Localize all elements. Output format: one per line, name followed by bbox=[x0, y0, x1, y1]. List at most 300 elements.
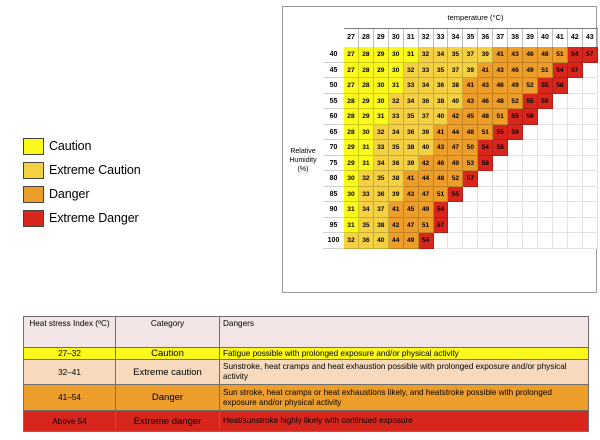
grid-cell: 49 bbox=[448, 156, 463, 172]
grid-cell: 58 bbox=[493, 140, 508, 156]
header-heat-stress-index: Heat stress Index (ºC) bbox=[24, 317, 116, 348]
legend-item-extreme-danger bbox=[23, 206, 141, 230]
grid-cell: 36 bbox=[434, 78, 449, 94]
grid-cell: 38 bbox=[389, 171, 404, 187]
grid-cell-empty bbox=[583, 187, 598, 203]
grid-cell: 40 bbox=[434, 109, 449, 125]
grid-cell-empty bbox=[553, 218, 568, 234]
temperature-header-cell: 33 bbox=[434, 29, 449, 47]
grid-cell: 44 bbox=[419, 171, 434, 187]
legend-swatch-extreme-caution bbox=[23, 162, 44, 179]
grid-cell: 36 bbox=[389, 156, 404, 172]
grid-cell: 35 bbox=[374, 171, 389, 187]
grid-cell: 54 bbox=[419, 233, 434, 249]
grid-cell-empty bbox=[583, 218, 598, 234]
grid-cell: 29 bbox=[359, 94, 374, 110]
grid-cell-empty bbox=[493, 156, 508, 172]
grid-cell-empty bbox=[448, 233, 463, 249]
grid-cell-empty bbox=[478, 218, 493, 234]
grid-cell-empty bbox=[508, 140, 523, 156]
grid-cell: 52 bbox=[508, 94, 523, 110]
legend-label: Extreme Danger bbox=[49, 211, 139, 225]
legend-swatch-danger bbox=[23, 186, 44, 203]
grid-cell: 34 bbox=[404, 94, 419, 110]
grid-cell-empty bbox=[583, 94, 598, 110]
grid-cell: 43 bbox=[508, 47, 523, 63]
temperature-header-cell: 34 bbox=[448, 29, 463, 47]
grid-cell: 41 bbox=[463, 78, 478, 94]
grid-cell: 43 bbox=[493, 63, 508, 79]
legend bbox=[23, 134, 141, 230]
grid-cell: 27 bbox=[344, 78, 359, 94]
grid-cell: 30 bbox=[389, 47, 404, 63]
grid-cell: 51 bbox=[493, 109, 508, 125]
grid-cell-empty bbox=[553, 156, 568, 172]
grid-cell: 35 bbox=[434, 63, 449, 79]
grid-cell: 49 bbox=[523, 63, 538, 79]
grid-cell: 27 bbox=[344, 47, 359, 63]
grid-cell: 31 bbox=[404, 47, 419, 63]
grid-cell-empty bbox=[538, 202, 553, 218]
grid-cell: 49 bbox=[508, 78, 523, 94]
grid-cell: 42 bbox=[389, 218, 404, 234]
grid-cell: 48 bbox=[434, 171, 449, 187]
grid-cell: 55 bbox=[523, 94, 538, 110]
row-index: 41–54 bbox=[24, 385, 116, 411]
grid-cell: 39 bbox=[419, 125, 434, 141]
grid-cell: 33 bbox=[404, 78, 419, 94]
grid-cell: 46 bbox=[434, 156, 449, 172]
temperature-header-cell: 29 bbox=[374, 29, 389, 47]
temperature-header-cell: 37 bbox=[493, 29, 508, 47]
row-category: Caution bbox=[116, 348, 220, 360]
temperature-header-cell: 41 bbox=[553, 29, 568, 47]
grid-cell: 31 bbox=[374, 109, 389, 125]
humidity-header-cell: 75 bbox=[323, 156, 344, 172]
grid-cell-empty bbox=[478, 187, 493, 203]
temperature-header-cell: 40 bbox=[538, 29, 553, 47]
grid-cell: 39 bbox=[463, 63, 478, 79]
header-category: Category bbox=[116, 317, 220, 348]
grid-cell-empty bbox=[538, 125, 553, 141]
grid-cell: 30 bbox=[344, 187, 359, 203]
grid-cell: 48 bbox=[463, 125, 478, 141]
grid-cell: 33 bbox=[389, 109, 404, 125]
legend-swatch-extreme-danger bbox=[23, 210, 44, 227]
legend-item-danger bbox=[23, 182, 141, 206]
grid-cell: 34 bbox=[419, 78, 434, 94]
grid-cell-empty bbox=[478, 202, 493, 218]
grid-cell: 32 bbox=[404, 63, 419, 79]
grid-cell-empty bbox=[583, 233, 598, 249]
temperature-header-cell: 32 bbox=[419, 29, 434, 47]
grid-cell-empty bbox=[538, 218, 553, 234]
grid-cell-empty bbox=[583, 109, 598, 125]
grid-cell: 32 bbox=[359, 171, 374, 187]
grid-cell: 35 bbox=[359, 218, 374, 234]
grid-cell-empty bbox=[538, 156, 553, 172]
grid-cell: 55 bbox=[493, 125, 508, 141]
humidity-header-cell: 60 bbox=[323, 109, 344, 125]
grid-cell: 42 bbox=[419, 156, 434, 172]
row-category: Extreme caution bbox=[116, 360, 220, 385]
grid-cell-empty bbox=[493, 233, 508, 249]
grid-cell: 51 bbox=[419, 218, 434, 234]
grid-cell-empty bbox=[553, 140, 568, 156]
grid-cell-empty bbox=[463, 233, 478, 249]
grid-cell-empty bbox=[568, 171, 583, 187]
grid-cell-empty bbox=[568, 233, 583, 249]
humidity-header-cell: 100 bbox=[323, 233, 344, 249]
grid-cell-empty bbox=[463, 202, 478, 218]
grid-cell-empty bbox=[568, 78, 583, 94]
heat-index-grid bbox=[282, 6, 597, 293]
humidity-header-cell: 80 bbox=[323, 171, 344, 187]
grid-cell: 49 bbox=[404, 233, 419, 249]
grid-cell-empty bbox=[568, 187, 583, 203]
grid-cell: 41 bbox=[404, 171, 419, 187]
grid-cell: 43 bbox=[404, 187, 419, 203]
grid-cell: 40 bbox=[419, 140, 434, 156]
grid-cell: 35 bbox=[389, 140, 404, 156]
grid-cell: 38 bbox=[404, 140, 419, 156]
grid-cell: 30 bbox=[389, 63, 404, 79]
grid-cell: 28 bbox=[359, 47, 374, 63]
grid-cell: 40 bbox=[448, 94, 463, 110]
grid-cell: 59 bbox=[523, 109, 538, 125]
grid-cell: 31 bbox=[359, 156, 374, 172]
grid-cell: 45 bbox=[404, 202, 419, 218]
grid-row bbox=[344, 63, 598, 79]
grid-cell-empty bbox=[583, 125, 598, 141]
temperature-header-cell: 30 bbox=[389, 29, 404, 47]
temperature-header-cell: 36 bbox=[478, 29, 493, 47]
grid-cell: 46 bbox=[508, 63, 523, 79]
grid-cell-empty bbox=[568, 202, 583, 218]
humidity-header-column bbox=[323, 47, 344, 249]
grid-cell: 44 bbox=[389, 233, 404, 249]
legend-label: Danger bbox=[49, 187, 90, 201]
grid-cell: 57 bbox=[568, 63, 583, 79]
grid-cell-empty bbox=[448, 202, 463, 218]
grid-cell-empty bbox=[583, 156, 598, 172]
grid-cell-empty bbox=[493, 202, 508, 218]
grid-cell-empty bbox=[463, 187, 478, 203]
row-index: Above 54 bbox=[24, 411, 116, 432]
grid-cell-empty bbox=[523, 156, 538, 172]
grid-cell: 39 bbox=[478, 47, 493, 63]
grid-cell-empty bbox=[568, 94, 583, 110]
grid-cell: 36 bbox=[419, 94, 434, 110]
grid-cell-empty bbox=[538, 171, 553, 187]
grid-cell-empty bbox=[463, 218, 478, 234]
grid-cell: 29 bbox=[374, 47, 389, 63]
temperature-header-cell: 27 bbox=[344, 29, 359, 47]
temperature-header-cell: 42 bbox=[568, 29, 583, 47]
grid-cell: 32 bbox=[389, 94, 404, 110]
grid-cell: 34 bbox=[389, 125, 404, 141]
grid-cell-empty bbox=[434, 233, 449, 249]
temperature-header-cell: 43 bbox=[583, 29, 598, 47]
grid-cell: 36 bbox=[404, 125, 419, 141]
table-row bbox=[24, 360, 589, 385]
grid-cell-empty bbox=[478, 233, 493, 249]
grid-cell: 29 bbox=[374, 63, 389, 79]
grid-cell-empty bbox=[508, 171, 523, 187]
grid-row bbox=[344, 171, 598, 187]
grid-cell-empty bbox=[553, 171, 568, 187]
grid-cell: 59 bbox=[508, 125, 523, 141]
humidity-header-cell: 45 bbox=[323, 63, 344, 79]
grid-cell-empty bbox=[583, 140, 598, 156]
grid-cell: 48 bbox=[538, 47, 553, 63]
grid-cell-empty bbox=[583, 78, 598, 94]
grid-cell: 30 bbox=[374, 78, 389, 94]
grid-cell: 32 bbox=[419, 47, 434, 63]
humidity-header-cell: 85 bbox=[323, 187, 344, 203]
grid-cell: 47 bbox=[448, 140, 463, 156]
grid-cell: 37 bbox=[448, 63, 463, 79]
grid-cell: 32 bbox=[344, 233, 359, 249]
grid-cell: 48 bbox=[493, 94, 508, 110]
grid-cell-empty bbox=[568, 109, 583, 125]
grid-row bbox=[344, 233, 598, 249]
grid-cell: 31 bbox=[344, 202, 359, 218]
row-dangers: Sunstroke, heat cramps and heat exhaustion possible with prolonged exposure and/or physical activity bbox=[220, 360, 589, 385]
grid-cell: 46 bbox=[523, 47, 538, 63]
grid-cell-empty bbox=[553, 94, 568, 110]
row-dangers: Fatigue possible with prolonged exposure and/or physical activity bbox=[220, 348, 589, 360]
grid-row bbox=[344, 109, 598, 125]
grid-cell: 34 bbox=[434, 47, 449, 63]
grid-cell: 28 bbox=[344, 94, 359, 110]
grid-cell: 30 bbox=[374, 94, 389, 110]
grid-row bbox=[344, 125, 598, 141]
grid-cell: 47 bbox=[419, 187, 434, 203]
grid-cell: 46 bbox=[478, 94, 493, 110]
grid-cell: 52 bbox=[523, 78, 538, 94]
legend-label: Caution bbox=[49, 139, 92, 153]
grid-cell: 55 bbox=[538, 78, 553, 94]
grid-cell: 41 bbox=[434, 125, 449, 141]
row-dangers: Sun stroke, heat cramps or heat exhaustions likely, and heatstroke possible with prolonged exposure and/or physical activity bbox=[220, 385, 589, 411]
grid-cell: 27 bbox=[344, 63, 359, 79]
grid-cell: 38 bbox=[448, 78, 463, 94]
grid-cell: 29 bbox=[344, 156, 359, 172]
grid-cell: 37 bbox=[419, 109, 434, 125]
grid-cell: 29 bbox=[359, 109, 374, 125]
grid-cell-empty bbox=[493, 218, 508, 234]
table-header-row bbox=[24, 317, 589, 348]
table-row bbox=[24, 348, 589, 360]
grid-cell: 53 bbox=[463, 156, 478, 172]
grid-row bbox=[344, 94, 598, 110]
grid-cell-empty bbox=[568, 125, 583, 141]
grid-cell: 30 bbox=[359, 125, 374, 141]
grid-cell: 33 bbox=[419, 63, 434, 79]
grid-row bbox=[344, 202, 598, 218]
grid-cell-empty bbox=[448, 218, 463, 234]
grid-cell-empty bbox=[523, 125, 538, 141]
temperature-header-cell: 38 bbox=[508, 29, 523, 47]
grid-cell: 51 bbox=[434, 187, 449, 203]
grid-cell-empty bbox=[553, 187, 568, 203]
grid-cell: 54 bbox=[434, 202, 449, 218]
grid-cell: 37 bbox=[374, 202, 389, 218]
grid-cell: 50 bbox=[463, 140, 478, 156]
grid-cell: 31 bbox=[359, 140, 374, 156]
grid-cell-empty bbox=[583, 171, 598, 187]
grid-cell: 57 bbox=[583, 47, 598, 63]
grid-cell-empty bbox=[508, 156, 523, 172]
grid-cell: 41 bbox=[478, 63, 493, 79]
legend-item-caution bbox=[23, 134, 141, 158]
table-row bbox=[24, 411, 589, 432]
grid-cell: 41 bbox=[389, 202, 404, 218]
grid-cell-empty bbox=[493, 187, 508, 203]
grid-cell-empty bbox=[568, 156, 583, 172]
grid-cell: 47 bbox=[404, 218, 419, 234]
grid-cell: 58 bbox=[478, 156, 493, 172]
grid-cell: 58 bbox=[553, 78, 568, 94]
grid-title: temperature (°C) bbox=[447, 13, 504, 22]
grid-cell-empty bbox=[523, 171, 538, 187]
temperature-header-cell: 28 bbox=[359, 29, 374, 47]
grid-cell-empty bbox=[553, 233, 568, 249]
grid-cell-empty bbox=[553, 109, 568, 125]
legend-item-extreme-caution bbox=[23, 158, 141, 182]
grid-cell: 55 bbox=[448, 187, 463, 203]
grid-cell-empty bbox=[538, 233, 553, 249]
grid-cell-empty bbox=[583, 202, 598, 218]
header-dangers: Dangers bbox=[220, 317, 589, 348]
heat-index-cells bbox=[344, 47, 598, 295]
row-category: Extreme danger bbox=[116, 411, 220, 432]
grid-cell: 54 bbox=[553, 63, 568, 79]
grid-cell-empty bbox=[523, 202, 538, 218]
grid-row bbox=[344, 140, 598, 156]
grid-cell: 42 bbox=[448, 109, 463, 125]
grid-cell: 30 bbox=[344, 171, 359, 187]
grid-cell-empty bbox=[508, 187, 523, 203]
grid-cell: 36 bbox=[374, 187, 389, 203]
grid-cell-empty bbox=[553, 202, 568, 218]
grid-cell: 31 bbox=[344, 218, 359, 234]
grid-cell: 59 bbox=[538, 94, 553, 110]
table-row bbox=[24, 385, 589, 411]
row-index: 27–32 bbox=[24, 348, 116, 360]
grid-cell: 38 bbox=[374, 218, 389, 234]
grid-cell: 34 bbox=[359, 202, 374, 218]
grid-cell-empty bbox=[553, 125, 568, 141]
row-index: 32–41 bbox=[24, 360, 116, 385]
grid-cell: 51 bbox=[538, 63, 553, 79]
grid-cell: 40 bbox=[374, 233, 389, 249]
grid-cell: 45 bbox=[463, 109, 478, 125]
grid-cell-empty bbox=[568, 218, 583, 234]
grid-cell-empty bbox=[508, 218, 523, 234]
grid-cell-empty bbox=[493, 171, 508, 187]
grid-cell: 35 bbox=[404, 109, 419, 125]
grid-cell: 43 bbox=[463, 94, 478, 110]
grid-cell: 41 bbox=[493, 47, 508, 63]
row-category: Danger bbox=[116, 385, 220, 411]
grid-cell-empty bbox=[538, 109, 553, 125]
grid-cell: 46 bbox=[493, 78, 508, 94]
grid-cell: 34 bbox=[374, 156, 389, 172]
grid-cell: 33 bbox=[359, 187, 374, 203]
grid-cell: 43 bbox=[434, 140, 449, 156]
humidity-header-cell: 40 bbox=[323, 47, 344, 63]
grid-cell: 39 bbox=[404, 156, 419, 172]
grid-cell-empty bbox=[508, 202, 523, 218]
grid-cell: 38 bbox=[434, 94, 449, 110]
grid-cell-empty bbox=[523, 187, 538, 203]
grid-cell: 57 bbox=[434, 218, 449, 234]
temperature-header-cell: 35 bbox=[463, 29, 478, 47]
grid-cell: 36 bbox=[359, 233, 374, 249]
humidity-header-cell: 70 bbox=[323, 140, 344, 156]
grid-cell: 55 bbox=[508, 109, 523, 125]
grid-row bbox=[344, 78, 598, 94]
grid-cell-empty bbox=[538, 187, 553, 203]
grid-cell: 37 bbox=[463, 47, 478, 63]
grid-cell: 57 bbox=[463, 171, 478, 187]
grid-cell-empty bbox=[523, 140, 538, 156]
grid-cell: 28 bbox=[344, 109, 359, 125]
grid-cell: 48 bbox=[478, 109, 493, 125]
humidity-axis-title bbox=[283, 147, 323, 174]
temperature-header-cell: 39 bbox=[523, 29, 538, 47]
grid-cell-empty bbox=[508, 233, 523, 249]
legend-swatch-caution bbox=[23, 138, 44, 155]
grid-cell: 51 bbox=[478, 125, 493, 141]
humidity-header-cell: 55 bbox=[323, 94, 344, 110]
row-dangers: Heat/sunstroke highly likely with continued exposure bbox=[220, 411, 589, 432]
grid-cell: 28 bbox=[344, 125, 359, 141]
humidity-axis-title-line: Humidity bbox=[289, 157, 317, 164]
grid-cell-empty bbox=[523, 233, 538, 249]
temperature-header-cell: 31 bbox=[404, 29, 419, 47]
grid-cell: 29 bbox=[344, 140, 359, 156]
grid-row bbox=[344, 156, 598, 172]
grid-row bbox=[344, 47, 598, 63]
grid-cell: 39 bbox=[389, 187, 404, 203]
grid-row bbox=[344, 218, 598, 234]
grid-cell: 28 bbox=[359, 63, 374, 79]
grid-cell: 44 bbox=[448, 125, 463, 141]
grid-cell: 54 bbox=[478, 140, 493, 156]
grid-cell: 28 bbox=[359, 78, 374, 94]
grid-cell-empty bbox=[523, 218, 538, 234]
grid-cell: 31 bbox=[389, 78, 404, 94]
grid-cell: 52 bbox=[448, 171, 463, 187]
grid-cell-empty bbox=[478, 171, 493, 187]
legend-label: Extreme Caution bbox=[49, 163, 141, 177]
grid-cell-empty bbox=[538, 140, 553, 156]
grid-cell: 43 bbox=[478, 78, 493, 94]
temperature-header-row bbox=[344, 28, 598, 48]
grid-cell: 35 bbox=[448, 47, 463, 63]
grid-cell: 33 bbox=[374, 140, 389, 156]
grid-row bbox=[344, 187, 598, 203]
humidity-header-cell: 90 bbox=[323, 202, 344, 218]
grid-cell: 49 bbox=[419, 202, 434, 218]
grid-cell-empty bbox=[583, 63, 598, 79]
humidity-axis-title-line: (%) bbox=[297, 166, 309, 173]
grid-cell: 51 bbox=[553, 47, 568, 63]
grid-cell-empty bbox=[568, 140, 583, 156]
